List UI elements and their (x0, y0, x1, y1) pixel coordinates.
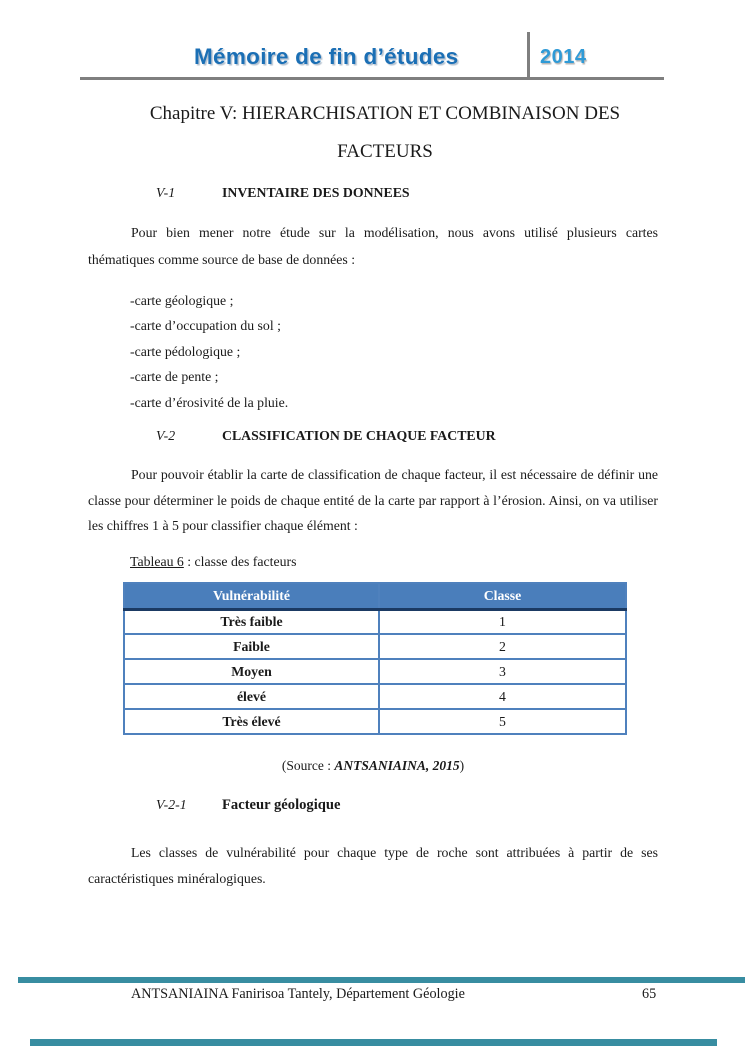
table-row (124, 634, 626, 659)
cell-classe: 4 (379, 684, 626, 709)
header-horizontal-rule (80, 77, 664, 80)
list-item-occupation: -carte d’occupation du sol ; (130, 318, 281, 334)
section-title-v2: CLASSIFICATION DE CHAQUE FACTEUR (222, 428, 496, 443)
header-vertical-rule (527, 32, 530, 78)
section-number-v2: V-2 (156, 428, 176, 443)
section-number-v21: V-2-1 (156, 797, 187, 812)
footer-author: ANTSANIAINA Fanirisoa Tantely, Département Géologie (131, 986, 465, 1002)
list-item-pente: -carte de pente ; (130, 369, 219, 385)
table-caption-label: Tableau 6 (130, 554, 184, 569)
section-number-v1: V-1 (156, 185, 176, 200)
header-title: Mémoire de fin d’études (194, 44, 459, 69)
header-year: 2014 (540, 46, 587, 68)
section-title-v21: Facteur géologique (222, 797, 341, 813)
cell-classe: 1 (379, 609, 626, 634)
source-prefix: (Source : (281, 758, 335, 773)
table-caption (130, 554, 296, 570)
map-list (130, 288, 288, 415)
table-source (28, 758, 718, 774)
page-number: 65 (642, 986, 657, 1002)
cell-vulnerabilite: Faible (124, 634, 379, 659)
table-caption-text: : classe des facteurs (183, 554, 297, 569)
paragraph-geologie: Les classes de vulnérabilité pour chaque type de roche sont attribuées à partir de ses caractéristiques minéralogiques. (88, 845, 658, 886)
section-heading-v1 (0, 185, 745, 205)
table-row (124, 709, 626, 734)
table-row (124, 609, 626, 634)
table-row (124, 659, 626, 684)
cell-classe: 3 (379, 659, 626, 684)
table-header-row (124, 583, 626, 609)
cell-classe: 5 (379, 709, 626, 734)
bottom-rule (30, 1039, 717, 1046)
cell-vulnerabilite: Très faible (124, 609, 379, 634)
section-heading-v21 (0, 797, 745, 817)
paragraph-classification: Pour pouvoir établir la carte de classification de chaque facteur, il est nécessaire de définir une classe pour déterminer le poids de chaque entité de la carte par rapport à l’érosion. Ainsi, on va utiliser les chiffres 1 à 5 pour classifier chaque élément : (88, 467, 658, 533)
section-heading-v2 (0, 428, 745, 448)
list-item-geologique: -carte géologique ; (130, 293, 234, 308)
source-suffix: ) (459, 758, 465, 773)
list-item-pedologique: -carte pédologique ; (130, 343, 241, 359)
section-title-v1: INVENTAIRE DES DONNEES (222, 185, 410, 200)
table-row (124, 684, 626, 709)
table-header-vulnerabilite: Vulnérabilité (124, 583, 379, 609)
facteurs-table (123, 582, 627, 735)
chapter-title-line2: FACTEURS (337, 141, 433, 162)
footer-rule (18, 977, 745, 983)
source-reference: ANTSANIAINA, 2015 (334, 758, 460, 773)
cell-classe: 2 (379, 634, 626, 659)
chapter-title-line1: Chapitre V: HIERARCHISATION ET COMBINAISON DES (149, 103, 621, 124)
cell-vulnerabilite: Moyen (124, 659, 379, 684)
cell-vulnerabilite: Très élevé (124, 709, 379, 734)
cell-vulnerabilite: élevé (124, 684, 379, 709)
list-item-erosivite: -carte d’érosivité de la pluie. (130, 394, 289, 410)
table-header-classe: Classe (379, 583, 626, 609)
paragraph-intro: Pour bien mener notre étude sur la modélisation, nous avons utilisé plusieurs cartes thématiques comme source de base de données : (88, 225, 658, 267)
chapter-title (25, 95, 745, 171)
